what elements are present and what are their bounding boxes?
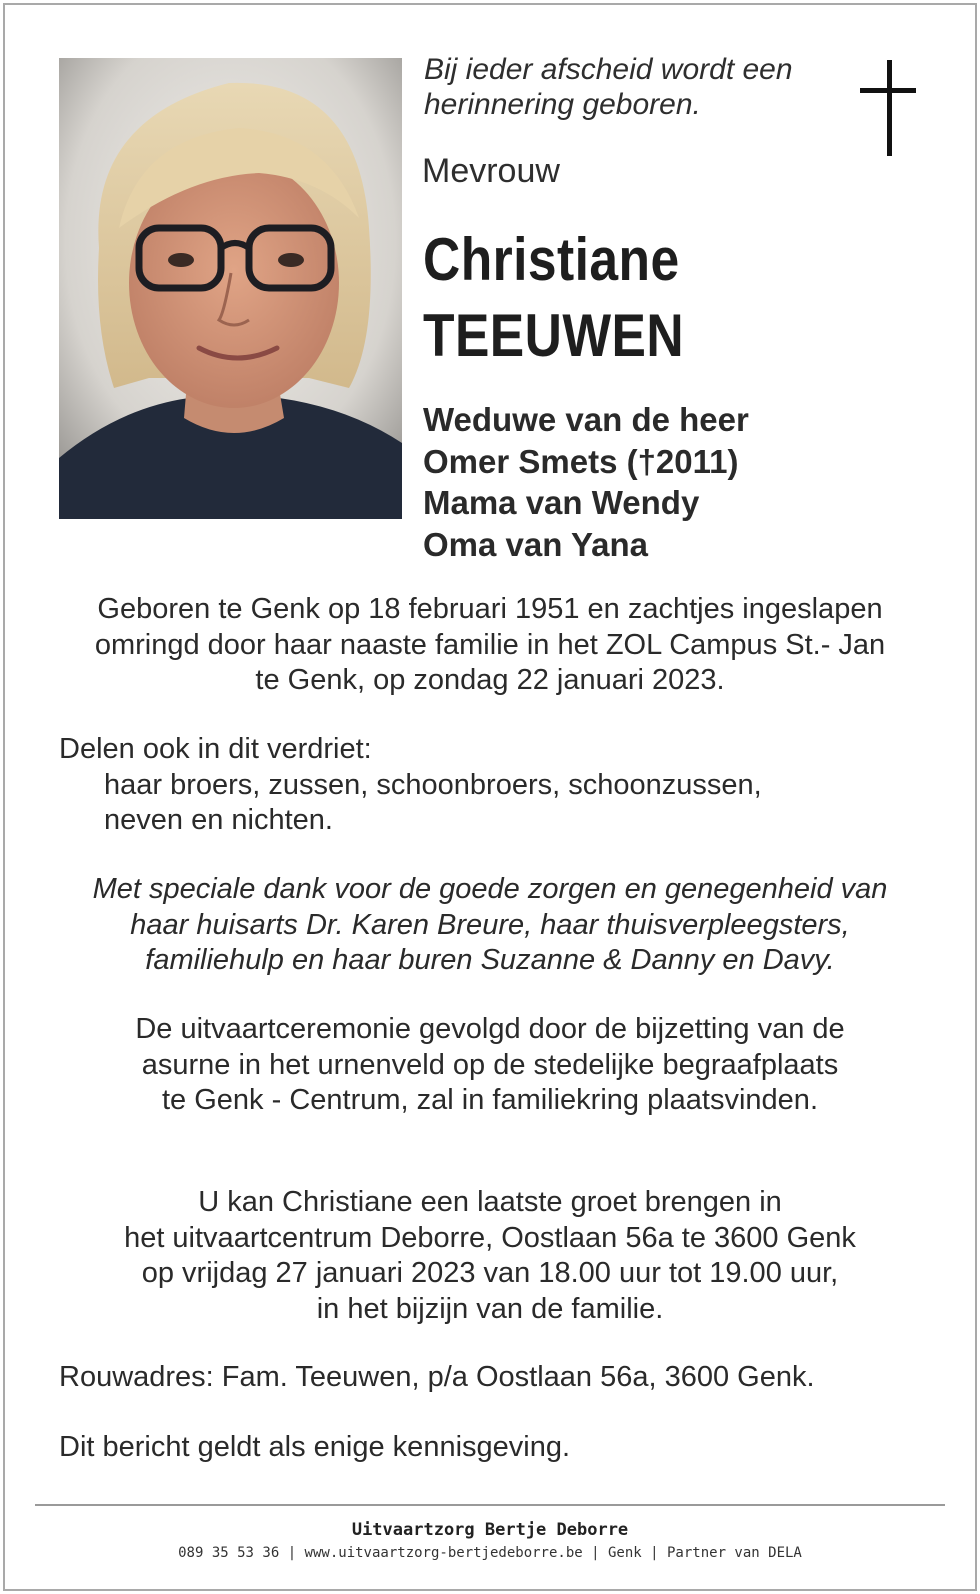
paragraph-line: neven en nichten. xyxy=(104,804,333,836)
paragraph-line: De uitvaartceremonie gevolgd door de bijzetting van de xyxy=(135,1013,845,1045)
relation-line: Omer Smets (†2011) xyxy=(423,442,739,480)
paragraph-line: familiehulp en haar buren Suzanne & Danny en Davy. xyxy=(145,944,835,976)
paragraph-line: haar broers, zussen, schoonbroers, schoonzussen, xyxy=(104,768,762,801)
paragraph-line: Met speciale dank voor de goede zorgen en genegenheid van xyxy=(92,873,888,905)
family-relations xyxy=(423,399,749,565)
thanks-paragraph xyxy=(40,872,940,979)
first-name: Christiane xyxy=(423,226,680,293)
paragraph-line: te Genk - Centrum, zal in familiekring plaatsvinden. xyxy=(161,1084,818,1116)
last-name: TEEUWEN xyxy=(423,302,685,369)
paragraph-line: het uitvaartcentrum Deborre, Oostlaan 56a te 3600 Genk xyxy=(124,1221,856,1254)
ceremony-paragraph xyxy=(40,1012,940,1119)
sharing-intro: Delen ook in dit verdriet: xyxy=(59,733,372,765)
funeral-company-info: 089 35 53 36 | www.uitvaartzorg-bertjedeborre.be | Genk | Partner van DELA xyxy=(178,1545,802,1561)
paragraph-line: asurne in het urnenveld op de stedelijke begraafplaats xyxy=(141,1048,839,1081)
quote-line: Bij ieder afscheid wordt een xyxy=(424,53,793,86)
deceased-name xyxy=(423,222,684,374)
footer-divider xyxy=(35,1504,945,1506)
relation-line: Oma van Yana xyxy=(423,525,649,563)
paragraph-line: in het bijzijn van de familie. xyxy=(316,1292,664,1325)
sharing-paragraph xyxy=(59,732,762,839)
relation-line: Weduwe van de heer xyxy=(423,401,749,438)
mourning-address: Rouwadres: Fam. Teeuwen, p/a Oostlaan 56a, 3600 Genk. xyxy=(59,1361,815,1393)
portrait-photo xyxy=(59,58,402,519)
relation-line: Mama van Wendy xyxy=(423,484,700,521)
notice-text: Dit bericht geldt als enige kennisgeving. xyxy=(59,1431,571,1463)
memorial-quote xyxy=(424,52,844,122)
paragraph-line: omringd door haar naaste familie in het ZOL Campus St.- Jan xyxy=(94,628,886,661)
paragraph-line: te Genk, op zondag 22 januari 2023. xyxy=(255,664,725,696)
paragraph-line: U kan Christiane een laatste groet brengen in xyxy=(198,1186,782,1218)
paragraph-line: op vrijdag 27 januari 2023 van 18.00 uur tot 19.00 uur, xyxy=(141,1257,839,1289)
paragraph-line: haar huisarts Dr. Karen Breure, haar thuisverpleegsters, xyxy=(130,908,850,941)
paragraph-line: Geboren te Genk op 18 februari 1951 en zachtjes ingeslapen xyxy=(97,593,883,625)
quote-line: herinnering geboren. xyxy=(424,88,701,121)
visitation-paragraph xyxy=(40,1185,940,1327)
cross-icon xyxy=(860,60,920,161)
honorific: Mevrouw xyxy=(422,152,560,190)
birth-death-paragraph xyxy=(40,592,940,699)
funeral-company-name: Uitvaartzorg Bertje Deborre xyxy=(351,1520,629,1540)
